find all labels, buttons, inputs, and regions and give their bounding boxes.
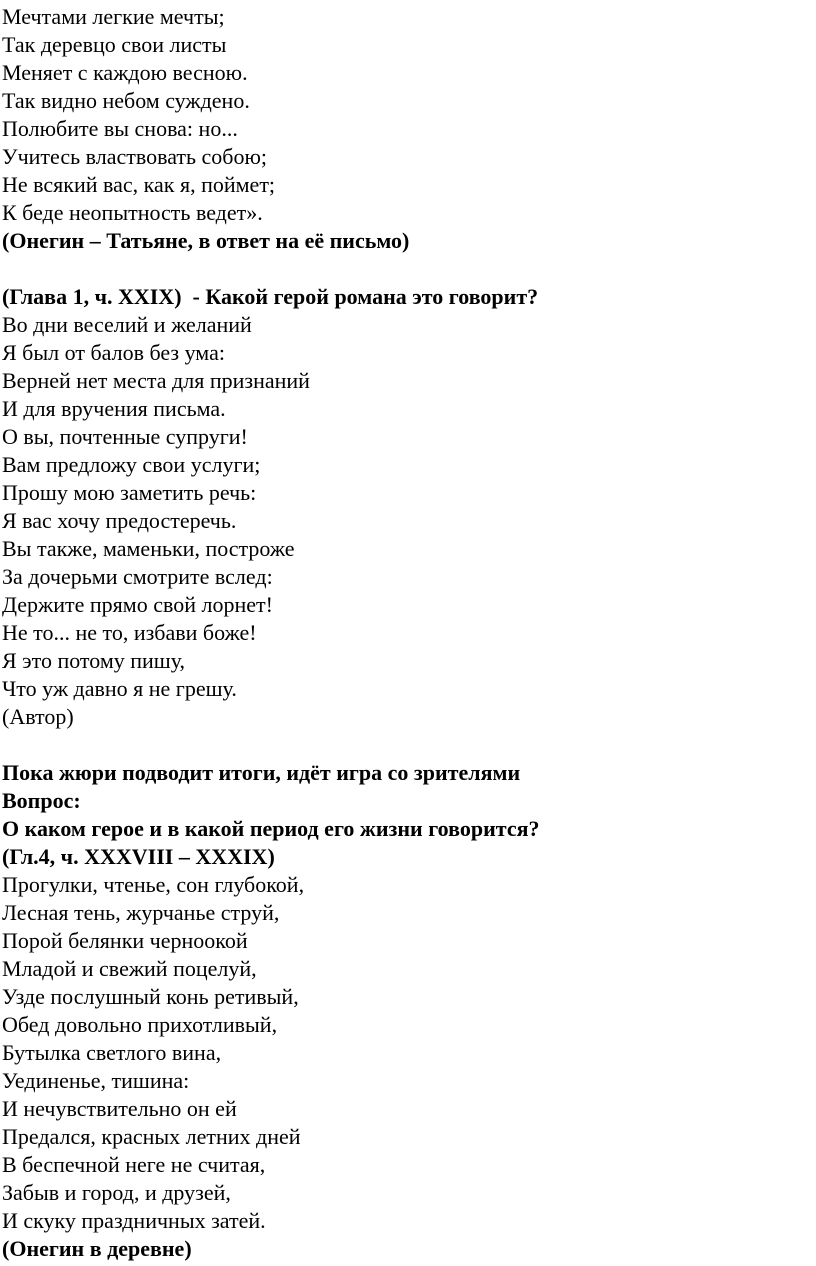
poem-line: Забыв и город, и друзей, (2, 1180, 231, 1205)
poem-line: Мечтами легкие мечты; (2, 4, 225, 29)
poem-line: Так деревцо свои листы (2, 32, 227, 57)
poem-line: Полюбите вы снова: но... (2, 116, 238, 141)
answer-caption: (Онегин – Татьяне, в ответ на её письмо) (2, 228, 410, 253)
poem-line: Не то... не то, избави боже! (2, 620, 257, 645)
poem-line: Бутылка светлого вина, (2, 1040, 222, 1065)
poem-line: Вам предложу свои услуги; (2, 452, 261, 477)
poem-line: Что уж давно я не грешу. (2, 676, 237, 701)
chapter-reference: (Гл.4, ч. XXXVIII – XXXIX) (2, 844, 275, 869)
answer-caption: (Автор) (2, 704, 74, 729)
question-block-2 (2, 283, 816, 731)
poem-line: Меняет с каждою весною. (2, 60, 248, 85)
poem-line: Я вас хочу предостеречь. (2, 508, 237, 533)
poem-line: Младой и свежий поцелуй, (2, 956, 257, 981)
answer-caption: (Онегин в деревне) (2, 1236, 192, 1261)
poem-line: Я это потому пишу, (2, 648, 186, 673)
question-block-3 (2, 759, 816, 1263)
poem-line: Прошу мою заметить речь: (2, 480, 257, 505)
blank-line (2, 255, 816, 283)
poem-line: Во дни веселий и желаний (2, 312, 252, 337)
question-label: Вопрос: (2, 788, 81, 813)
poem-line: Верней нет места для признаний (2, 368, 310, 393)
poem-line: В беспечной неге не считая, (2, 1152, 266, 1177)
poem-line: И нечувствительно он ей (2, 1096, 237, 1121)
poem-line: К беде неопытность ведет». (2, 200, 263, 225)
poem-line: Учитесь властвовать собою; (2, 144, 268, 169)
poem-line: Порой белянки черноокой (2, 928, 248, 953)
poem-line: Так видно небом суждено. (2, 88, 250, 113)
poem-line: И скуку праздничных затей. (2, 1208, 266, 1233)
poem-line: Не всякий вас, как я, поймет; (2, 172, 276, 197)
poem-line: Я был от балов без ума: (2, 340, 225, 365)
question-text: О каком герое и в какой период его жизни говорится? (2, 816, 540, 841)
poem-fragment-1 (2, 3, 816, 255)
poem-line: За дочерьми смотрите вслед: (2, 564, 273, 589)
poem-line: О вы, почтенные супруги! (2, 424, 248, 449)
poem-line: Лесная тень, журчанье струй, (2, 900, 280, 925)
poem-line: Узде послушный конь ретивый, (2, 984, 299, 1009)
poem-line: Уединенье, тишина: (2, 1068, 190, 1093)
poem-line: Прогулки, чтенье, сон глубокой, (2, 872, 305, 897)
question-heading: (Глава 1, ч. XXIX) - Какой герой романа это говорит? (2, 284, 539, 309)
poem-line: Обед довольно прихотливый, (2, 1012, 278, 1037)
poem-line: Предался, красных летних дней (2, 1124, 301, 1149)
poem-line: Держите прямо свой лорнет! (2, 592, 273, 617)
poem-line: И для вручения письма. (2, 396, 226, 421)
blank-line (2, 731, 816, 759)
poem-line: Вы также, маменьки, построже (2, 536, 295, 561)
section-heading: Пока жюри подводит итоги, идёт игра со зрителями (2, 760, 521, 785)
